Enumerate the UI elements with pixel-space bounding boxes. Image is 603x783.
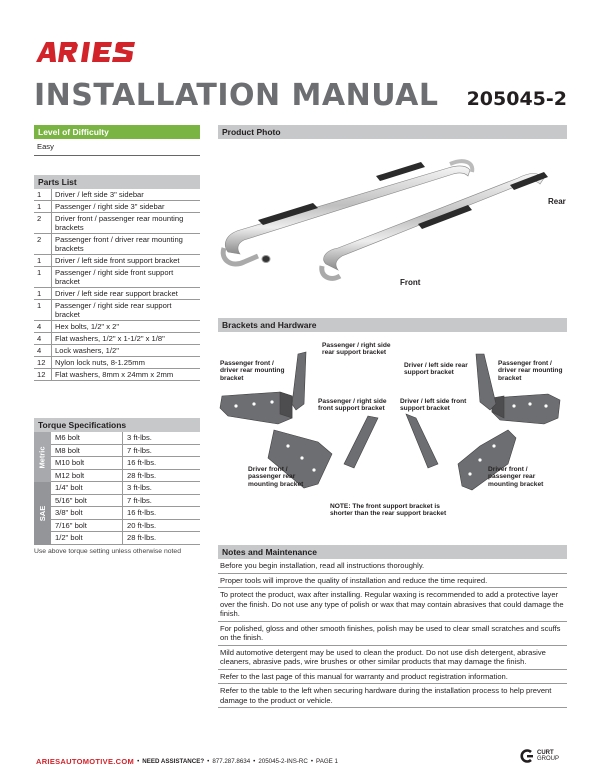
torque-value: 20 ft-lbs. [127, 520, 157, 530]
torque-bolt: M8 bolt [51, 445, 123, 457]
part-desc: Driver front / passenger rear mounting brackets [55, 214, 184, 232]
notes-section [218, 545, 567, 708]
parts-list-row [34, 201, 200, 213]
footer-sep: • [207, 758, 210, 765]
curt-text: CURT [537, 749, 554, 756]
difficulty-heading: Level of Difficulty [34, 125, 200, 139]
part-desc: Lock washers, 1/2" [55, 346, 119, 355]
note-item: Refer to the last page of this manual for warranty and product registration information. [218, 670, 567, 685]
part-desc: Nylon lock nuts, 8-1.25mm [55, 358, 145, 367]
parts-list-row [34, 234, 200, 255]
parts-list-heading: Parts List [34, 175, 200, 189]
part-qty: 1 [34, 288, 52, 299]
rear-label: Rear [548, 197, 566, 206]
parts-list-row [34, 321, 200, 333]
footer-doc-id: 205045-2-INS-RC [258, 758, 308, 765]
part-qty: 2 [34, 234, 52, 254]
label-pass-right-rear-support: Passenger / right side rear support bracket [322, 342, 391, 357]
bracket-note: NOTE: The front support bracket is shorter than the rear support bracket [330, 503, 447, 518]
footer-sep: • [310, 758, 314, 765]
parts-list-row [34, 369, 200, 381]
label-driver-left-rear-support: Driver / left side rear support bracket [404, 362, 468, 377]
part-desc: Passenger / right side 3" sidebar [55, 202, 165, 211]
torque-value: 16 ft-lbs. [127, 508, 157, 518]
part-desc: Driver / left side front support bracket [55, 256, 180, 265]
footer [36, 757, 338, 766]
sae-label: SAE [34, 482, 51, 545]
torque-bolt: 5/16" bolt [51, 495, 123, 507]
note-item: Mild automotive detergent may be used to clean the product. Do not use dish detergent, abrasive cleaners, abrasive pads, wire brushes or other similar products that may damage the finish. [218, 646, 567, 670]
torque-value: 16 ft-lbs. [127, 458, 157, 468]
curt-group-logo [520, 749, 559, 763]
footer-assistance: NEED ASSISTANCE? [142, 758, 205, 765]
part-qty: 12 [34, 357, 52, 368]
torque-row-metric [51, 432, 200, 445]
torque-row-sae [51, 495, 200, 508]
parts-list-row [34, 267, 200, 288]
part-qty: 4 [34, 333, 52, 344]
footer-website[interactable]: ARIESAUTOMOTIVE.COM [36, 757, 135, 766]
label-pass-front-driver-rear-left: Passenger front / driver rear mounting bracket [220, 360, 285, 382]
difficulty-value: Easy [34, 139, 200, 156]
torque-row-sae [51, 532, 200, 545]
torque-row-metric [51, 457, 200, 470]
product-photo-heading: Product Photo [218, 125, 567, 139]
part-qty: 4 [34, 345, 52, 356]
label-driver-front-pass-rear-right: Driver front / passenger rear mounting bracket [488, 466, 544, 488]
front-label: Front [400, 278, 421, 287]
bracket-shape [406, 414, 438, 468]
part-desc: Driver / left side 3" sidebar [55, 190, 144, 199]
label-pass-front-driver-rear-right: Passenger front / driver rear mounting bracket [498, 360, 563, 382]
parts-list-row [34, 288, 200, 300]
torque-row-sae [51, 507, 200, 520]
torque-bolt: 3/8" bolt [51, 507, 123, 519]
note-item: To protect the product, wax after installing. Regular waxing is recommended to add a protective layer over the finish. Do not use any type of polish or wax that may contain abrasives that could damage the finish. [218, 588, 567, 622]
part-qty: 1 [34, 300, 52, 320]
footer-sep: • [137, 758, 140, 765]
part-desc: Hex bolts, 1/2" x 2" [55, 322, 120, 331]
page-title: INSTALLATION MANUAL [34, 78, 439, 113]
part-qty: 4 [34, 321, 52, 332]
curt-logo-icon [520, 749, 534, 763]
part-desc: Passenger front / driver rear mounting brackets [55, 235, 183, 253]
torque-footnote: Use above torque setting unless otherwise noted [34, 547, 181, 555]
torque-value: 28 ft-lbs. [127, 533, 157, 543]
part-desc: Flat washers, 8mm x 24mm x 2mm [55, 370, 174, 379]
part-number: 205045-2 [466, 88, 567, 110]
part-qty: 1 [34, 267, 52, 287]
difficulty-section [34, 125, 200, 156]
torque-value: 3 ft-lbs. [127, 483, 152, 493]
part-qty: 2 [34, 213, 52, 233]
part-qty: 12 [34, 369, 52, 380]
bracket-shape [292, 352, 306, 410]
parts-list-row [34, 255, 200, 267]
brackets-heading: Brackets and Hardware [218, 318, 567, 332]
torque-bolt: 1/4" bolt [51, 482, 123, 494]
part-desc: Driver / left side rear support bracket [55, 289, 178, 298]
note-item: Before you begin installation, read all instructions thoroughly. [218, 559, 567, 574]
metric-label: Metric [34, 432, 51, 482]
torque-heading: Torque Specifications [34, 418, 200, 432]
parts-list-row [34, 300, 200, 321]
torque-value: 28 ft-lbs. [127, 470, 157, 480]
note-item: Proper tools will improve the quality of installation and reduce the time required. [218, 574, 567, 589]
parts-list-row [34, 333, 200, 345]
torque-row-sae [51, 482, 200, 495]
part-desc: Passenger / right side front support bracket [55, 268, 174, 286]
parts-list-row [34, 213, 200, 234]
label-driver-front-pass-rear-left: Driver front / passenger rear mounting bracket [248, 466, 304, 488]
parts-list-row [34, 189, 200, 201]
parts-list [34, 175, 200, 381]
torque-bolt: 7/16" bolt [51, 520, 123, 532]
label-driver-left-front-support: Driver / left side front support bracket [400, 398, 467, 413]
footer-page: PAGE 1 [316, 758, 338, 765]
product-photo [218, 148, 567, 298]
product-photo-section [218, 125, 567, 139]
bracket-shape [344, 416, 378, 468]
note-item: Refer to the table to the left when securing hardware during the installation process to help prevent damage to the product or vehicle. [218, 684, 567, 708]
footer-phone: 877.287.8634 [212, 758, 251, 765]
torque-value: 7 ft-lbs. [127, 495, 152, 505]
parts-list-row [34, 357, 200, 369]
label-pass-right-front-support: Passenger / right side front support bracket [318, 398, 387, 413]
brackets-section [218, 318, 567, 332]
torque-specs [34, 418, 200, 555]
torque-value: 3 ft-lbs. [127, 433, 152, 443]
part-desc: Passenger / right side rear support bracket [55, 301, 172, 319]
parts-list-row [34, 345, 200, 357]
torque-bolt: M6 bolt [51, 432, 123, 444]
part-desc: Flat washers, 1/2" x 1-1/2" x 1/8" [55, 334, 165, 343]
svg-text:ARIES: ARIES [34, 70, 38, 71]
part-qty: 1 [34, 255, 52, 266]
torque-row-sae [51, 520, 200, 533]
torque-bolt: 1/2" bolt [51, 532, 123, 544]
aries-logo [34, 40, 138, 71]
footer-sep: • [253, 758, 256, 765]
torque-row-metric [51, 470, 200, 483]
part-qty: 1 [34, 189, 52, 200]
note-item: For polished, gloss and other smooth finishes, polish may be used to clear small scratches and scuffs on the finish. [218, 622, 567, 646]
notes-heading: Notes and Maintenance [218, 545, 567, 559]
torque-bolt: M10 bolt [51, 457, 123, 469]
group-text: GROUP [537, 756, 560, 762]
part-qty: 1 [34, 201, 52, 212]
torque-row-metric [51, 445, 200, 458]
torque-value: 7 ft-lbs. [127, 445, 152, 455]
brackets-diagram [218, 334, 567, 524]
torque-bolt: M12 bolt [51, 470, 123, 482]
